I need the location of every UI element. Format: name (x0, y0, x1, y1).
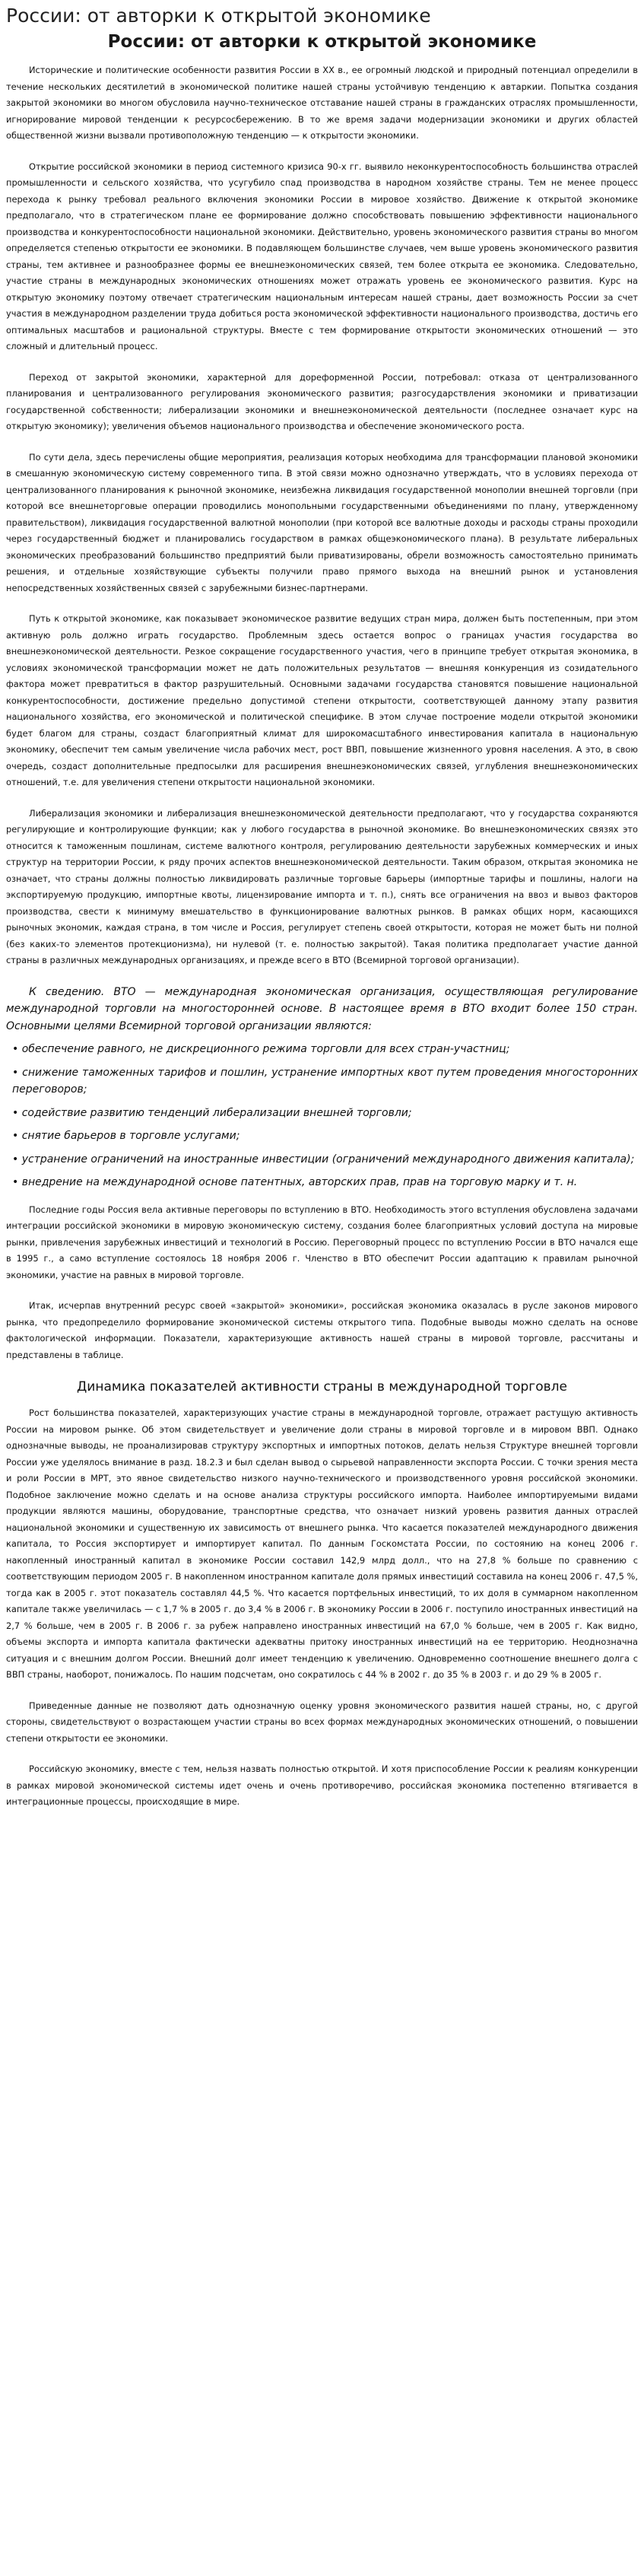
wto-info-box (6, 984, 638, 1191)
paragraph: Рост большинства показателей, характеризующих участие страны в международной торговле, отражает растущую активность России на мировом рынке. Об этом свидетельствует и увеличение доли страны в мировой торговле и в мировом ВВП. Однако однозначные выводы, не проанализировав структуру экспортных и импортных потоков, делать нельзя Структуре внешней торговли России уже уделялось внимание в разд. 18.2.3 и был сделан вывод о сырьевой направленности экспорта России. С точки зрения места и роли России в МРТ, это явное свидетельство низкого научно-технического и производственного уровня российской экономики. Подобное заключение можно сделать и на основе анализа структуры российского импорта. Наиболее импортируемыми видами продукции являются машины, оборудование, транспортные средства, что означает низкий уровень развития данных отраслей национальной экономики и существенную их зависимость от внешнего рынка. Что касается показателей международного движения капитала, то Россия экспортирует и импортирует капитал. По данным Госкомстата России, по состоянию на конец 2006 г. накопленный иностранный капитал в экономике России составил 142,9 млрд долл., что на 27,8 % больше по сравнению с соответствующим периодом 2005 г. В накопленном иностранном капитале доля прямых инвестиций составила на конец 2006 г. 47,5 %, тогда как в 2005 г. этот показатель составлял 44,5 %. Что касается портфельных инвестиций, то их доля в суммарном накопленном капитале также увеличилась — с 1,7 % в 2005 г. до 3,4 % в 2006 г. В экономику России в 2006 г. поступило иностранных инвестиций на 2,7 % больше, чем в 2005 г. В 2006 г. за рубеж направлено иностранных инвестиций на 67,0 % больше, чем в 2005 г. Как видно, объемы экспорта и импорта капитала фактически адекватны притоку иностранных инвестиций на ее территорию. Неоднозначна ситуация и с внешним долгом России. Внешний долг имеет тенденцию к увеличению. Одновременно соотношение внешнего долга с ВВП страны, наоборот, понижалось. По нашим подсчетам, оно сократилось с 44 % в 2002 г. до 35 % в 2003 г. и до 29 % в 2005 г. (6, 1407, 638, 1680)
section-heading: Динамика показателей активности страны в международной торговле (77, 1379, 567, 1395)
page-header: России: от авторки к открытой экономике (6, 5, 431, 27)
wto-goal-item: • снятие барьеров в торговле услугами; (12, 1130, 240, 1142)
wto-section (6, 1202, 638, 1364)
paragraph: Переход от закрытой экономики, характерной для дореформенной России, потребовал: отказа от централизованного планирования и централизованного регулирования экономического развития; разгосударствления экономики и приватизации государственной собственности; либерализации экономики и внешнеэкономической деятельности (последнее означает курс на открытую экономику); увеличения объемов национального производства и обеспечение экономического роста. (6, 371, 638, 431)
paragraph: Приведенные данные не позволяют дать однозначную оценку уровня экономического развития нашей страны, но, с другой стороны, свидетельствуют о возрастающем участии страны во всех формах международных экономических отношений, о повышении степени открытости ее экономики. (6, 1700, 638, 1744)
paragraph: Путь к открытой экономике, как показывает экономическое развитие ведущих стран мира, должен быть постепенным, при этом активную роль должно играть государство. Проблемным здесь остается вопрос о границах участия государства во внешнеэкономической деятельности. Резкое сокращение государственного участия, чего в принципе требует открытая экономика, в условиях экономической трансформации может не дать положительных результатов — внешняя конкуренция из созидательного фактора может превратиться в фактор разрушительный. Основными задачами государства становятся повышение национальной конкурентоспособности, достижение предельно допустимой степени открытости, соответствующей данному этапу развития национального хозяйства, его экономической и политической специфике. В этом случае построение модели открытой экономики будет благом для страны, создаст благоприятный климат для широкомасштабного инвестирования капитала в национальную экономику, обеспечит тем самым увеличение числа рабочих мест, рост ВВП, повышение жизненного уровня населения. А это, в свою очередь, создаст дополнительные предпосылки для расширения внешнеэкономических связей, углубления внешнеэкономических отношений, т.е. для увеличения степени открытости национальной экономики. (6, 613, 638, 787)
wto-goal-item: • внедрение на международной основе патентных, авторских прав, прав на торговую марку и т. н. (12, 1176, 578, 1188)
dynamics-section (6, 1405, 638, 1811)
article-title: России: от авторки к открытой экономике (107, 32, 537, 52)
wto-goal-item: • содействие развитию тенденций либерализации внешней торговли; (12, 1106, 412, 1119)
wto-box-intro: К сведению. ВТО — международная экономическая организация, осуществляющая регулирование международной торговли на многосторонней основе. В настоящее время в ВТО входит более 150 стран. Основными целями Всемирной торговой организации являются: (6, 985, 638, 1032)
paragraph: Последние годы Россия вела активные переговоры по вступлению в ВТО. Необходимость этого вступления обусловлена задачами интеграции российской экономики в мировую экономическую систему, создания более благоприятных условий доступа на мировые рынки, привлечения зарубежных инвестиций и технологий в Россию. Переговорный процесс по вступлению России в ВТО начался еще в 1995 г., а само вступление состоялось 18 ноября 2006 г. Членство в ВТО обеспечит России адаптацию к правилам рыночной экономики, участие на равных в мировой торговле. (6, 1204, 638, 1280)
wto-goal-item: • обеспечение равного, не дискреционного режима торговли для всех стран-участниц; (12, 1043, 510, 1055)
paragraph: Открытие российской экономики в период системного кризиса 90-х гг. выявило неконкурентоспособность большинства отраслей промышленности и сельского хозяйства, что усугубило спад производства в народном хозяйстве страны. Тем не менее процесс перехода к рынку требовал реального включения экономики России в мировое хозяйство. Движение к открытой экономике предполагало, что в стратегическом плане ее формирование должно способствовать повышению эффективности национального производства и конкурентоспособности национальной экономики. Действительно, уровень экономического развития страны во многом определяется степенью открытости ее экономики. В подавляющем большинстве случаев, чем выше уровень экономического развития страны, тем активнее и разнообразнее формы ее внешнеэкономических связей, тем более открыта ее экономика. Следовательно, участие страны в международных экономических отношениях может отражать уровень ее экономического развития. Курс на открытую экономику поэтому отвечает стратегическим национальным интересам нашей страны, дает возможность России за счет участия в международном разделении труда добиться роста экономической эффективности национального производства, достичь его оптимальных масштабов и рациональной структуры. Вместе с тем формирование открытости экономических отношений — это сложный и длительный процесс. (6, 161, 638, 351)
paragraph: По сути дела, здесь перечислены общие мероприятия, реализация которых необходима для трансформации плановой экономики в смешанную экономическую систему современного типа. В этой связи можно однозначно утверждать, что в условиях перехода от централизованного планирования к рыночной экономике, неизбежна ликвидация государственной монополии внешней торговли (при которой все внешнеторговые операции проводились монопольными государственными объединениями по плану, утвержденному правительством), ликвидация государственной валютной монополии (при которой все валютные доходы и расходы страны проходили через государственный бюджет и планировались государством в рамках общеэкономического плана). В результате либеральных экономических преобразований большинство предприятий были приватизированы, обрели возможность самостоятельно принимать решения, и отдельные хозяйствующие субъекты получили право прямого выхода на внешний рынок и установления непосредственных хозяйственных связей с зарубежными бизнес-партнерами. (6, 451, 638, 593)
paragraph: Исторические и политические особенности развития России в XX в., ее огромный людской и природный потенциал определили в течение нескольких десятилетий в экономической политике нашей страны устойчивую тенденцию к автаркии. Попытка создания закрытой экономики во многом обусловила научно-техническое отставание нашей страны в гражданских отраслях промышленности, игнорирование мировой тенденции к ресурсосбережению. В то же время задачи модернизации экономики и других областей общественной жизни вызвали противоположную тенденцию — к открытости экономики. (6, 65, 638, 141)
paragraph: Российскую экономику, вместе с тем, нельзя назвать полностью открытой. И хотя приспособление России к реалиям конкуренции в рамках мировой экономической системы идет очень и очень противоречиво, российская экономика постепенно втягивается в интеграционные процессы, происходящие в мире. (6, 1763, 638, 1807)
paragraph: Либерализация экономики и либерализация внешнеэкономической деятельности предполагают, что у государства сохраняются регулирующие и контролирующие функции; как у любого государства в рыночной экономике. Во внешнеэкономических связях это относится к таможенным пошлинам, системе валютного контроля, регулированию деятельности зарубежных коммерческих и иных структур на территории России, к ряду прочих аспектов внешнеэкономической деятельности. Таким образом, открытая экономика не означает, что страны должны полностью ликвидировать различные торговые барьеры (импортные тарифы и пошлины, налоги на экспортируемую продукцию, импортные квоты, лицензирование импорта и т. п.), снять все ограничения на ввоз и вывоз факторов производства, свести к минимуму вмешательство в функционирование валютных рынков. В рамках общих норм, касающихся рыночных экономик, каждая страна, в том числе и Россия, регулирует степень своей открытости, которая не может быть ни полной (без каких-то элементов протекционизма), ни нулевой (т. е. полностью закрытой). Такая политика предполагает участие данной страны в различных международных организациях, и прежде всего в ВТО (Всемирной торговой организации). (6, 807, 638, 965)
paragraph: Итак, исчерпав внутренний ресурс своей «закрытой» экономики», российская экономика оказалась в русле законов мирового рынка, что предопределило формирование экономической системы открытого типа. Подобные выводы можно сделать на основе фактологической информации. Показатели, характеризующие активность нашей страны в мировой торговле, рассчитаны и представлены в таблице. (6, 1300, 638, 1360)
wto-goal-item: • снижение таможенных тарифов и пошлин, устранение импортных квот путем проведения многосторонних переговоров; (12, 1066, 638, 1096)
intro-section (6, 62, 638, 969)
wto-goal-item: • устранение ограничений на иностранные инвестиции (ограничений международного движения капитала); (12, 1153, 635, 1166)
